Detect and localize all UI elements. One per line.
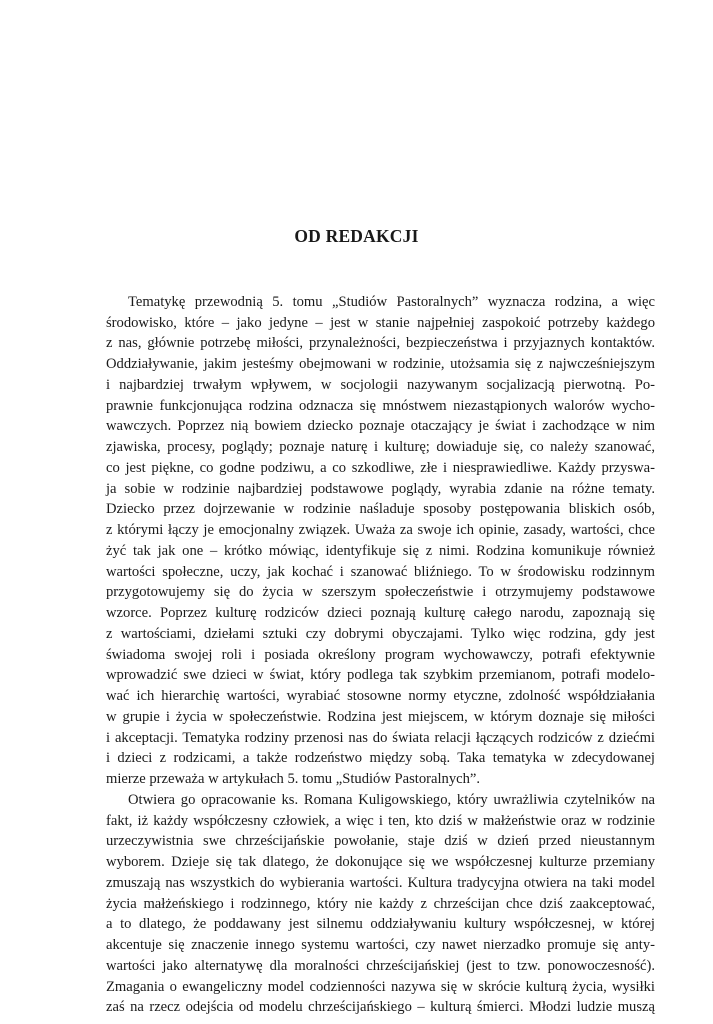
- text-line: żyć tak jak one – krótko mówiąc, identyfikuje się z nimi. Rodzina komunikuje również: [106, 542, 655, 559]
- text-line: Tematykę przewodnią 5. tomu „Studiów Pastoralnych” wyznacza rodzina, a więc: [128, 294, 655, 310]
- text-line: w grupie i życia w społeczeństwie. Rodzina jest miejscem, w którym doznaje się miłości: [106, 708, 655, 725]
- text-line: wyborem. Dzieje się tak dlatego, że dokonujące się we współczesnej kulturze przemiany: [106, 854, 655, 871]
- text-line: z wartościami, dziełami sztuki czy dobrymi obyczajami. Tylko więc rodzina, gdy jest: [106, 625, 655, 642]
- text-line: środowisko, które – jako jedyne – jest w stanie najpełniej zaspokoić potrzeby każdego: [106, 314, 655, 331]
- text-line: wawczych. Poprzez nią bowiem dziecko poznaje otaczający je świat i zachodzące w nim: [106, 418, 655, 435]
- text-line: co jest piękne, co godne podziwu, a co szkodliwe, złe i niesprawiedliwe. Każdy przyswa-: [106, 459, 655, 476]
- text-line: wzorce. Poprzez kulturę rodziców dzieci poznają kulturę całego narodu, zapoznają się: [106, 605, 655, 622]
- text-line: z którymi łączy je emocjonalny związek. Uważa za swoje ich opinie, zasady, wartości, chce: [106, 522, 655, 539]
- text-line: mierze przeważa w artykułach 5. tomu „Studiów Pastoralnych”.: [106, 771, 481, 788]
- text-line: ja sobie w rodzinie najbardziej podstawowe poglądy, wyrabia zdanie na różne tematy.: [106, 480, 655, 497]
- text-line: i najbardziej trwałym wpływem, w socjologii nazywanym socjalizacją pierwotną. Po-: [106, 376, 655, 393]
- page-title: OD REDAKCJI: [294, 226, 419, 246]
- text-line: zaś na rzecz odejścia od modelu chrześcijańskiego – kulturą śmierci. Młodzi ludzie muszą: [106, 999, 655, 1016]
- text-line: życia małżeńskiego i rodzinnego, który nie każdy z chrześcijan chce dziś zaakceptować,: [106, 895, 655, 912]
- text-line: i dzieci z rodzicami, a także rodzeństwo między sobą. Taka tematyka w zdecydowanej: [106, 750, 655, 767]
- text-line: wartości społeczne, uczy, jak kochać i szanować bliźniego. To w środowisku rodzinnym: [106, 563, 655, 580]
- text-line: wać ich hierarchię wartości, wyrabiać stosowne normy etyczne, zdolność współdziałania: [106, 688, 655, 705]
- text-line: zmuszają nas wszystkich do wybierania wartości. Kultura tradycyjna otwiera na taki model: [106, 874, 655, 891]
- text-line: świadoma swojej roli i posiada określony program wychowawczy, potrafi efektywnie: [106, 646, 655, 663]
- text-line: wprowadzić swe dzieci w świat, który podlega tak szybkim przemianom, potrafi modelo-: [106, 667, 655, 684]
- text-line: Otwiera go opracowanie ks. Romana Kuligowskiego, który uwrażliwia czytelników na: [128, 791, 655, 808]
- text-line: z nas, głównie potrzebę miłości, przynależności, bezpieczeństwa i przyjaznych kontaktów.: [106, 335, 655, 352]
- text-line: Oddziaływanie, jakim jesteśmy obejmowani w rodzinie, utożsamia się z najwcześniejszym: [106, 356, 655, 373]
- text-line: a to dlatego, że poddawany jest silnemu oddziaływaniu kultury współczesnej, w której: [106, 916, 655, 933]
- text-line: Zmagania o ewangeliczny model codzienności nazywa się w skrócie kulturą życia, wysiłki: [106, 978, 655, 995]
- text-line: i akceptacji. Tematyka rodziny przenosi nas do świata relacji łączących rodziców z dziećmi: [106, 729, 655, 746]
- text-line: urzeczywistnia swe chrześcijańskie powołanie, staje dziś w dzień przed nieustannym: [106, 833, 655, 850]
- text-line: akcentuje się znaczenie innego systemu wartości, czy nawet nierzadko promuje się anty-: [106, 937, 655, 954]
- text-line: fakt, iż każdy współczesny człowiek, a więc i ten, kto dziś w małżeństwie oraz w rodzinie: [106, 812, 655, 829]
- text-line: zjawiska, procesy, poglądy; poznaje naturę i kulturę; dowiaduje się, co należy szanować,: [106, 439, 655, 456]
- text-line: przygotowujemy się do życia w szerszym społeczeństwie i otrzymujemy podstawowe: [106, 584, 655, 601]
- text-line: wartości jako alternatywę dla moralności chrześcijańskiej (jest to tzw. ponowoczesność).: [106, 957, 655, 974]
- text-line: Dziecko przez dojrzewanie w rodzinie naśladuje sposoby postępowania bliskich osób,: [106, 501, 655, 518]
- text-line: prawnie funkcjonująca rodzina odznacza się mnóstwem niezastąpionych walorów wycho-: [106, 397, 655, 414]
